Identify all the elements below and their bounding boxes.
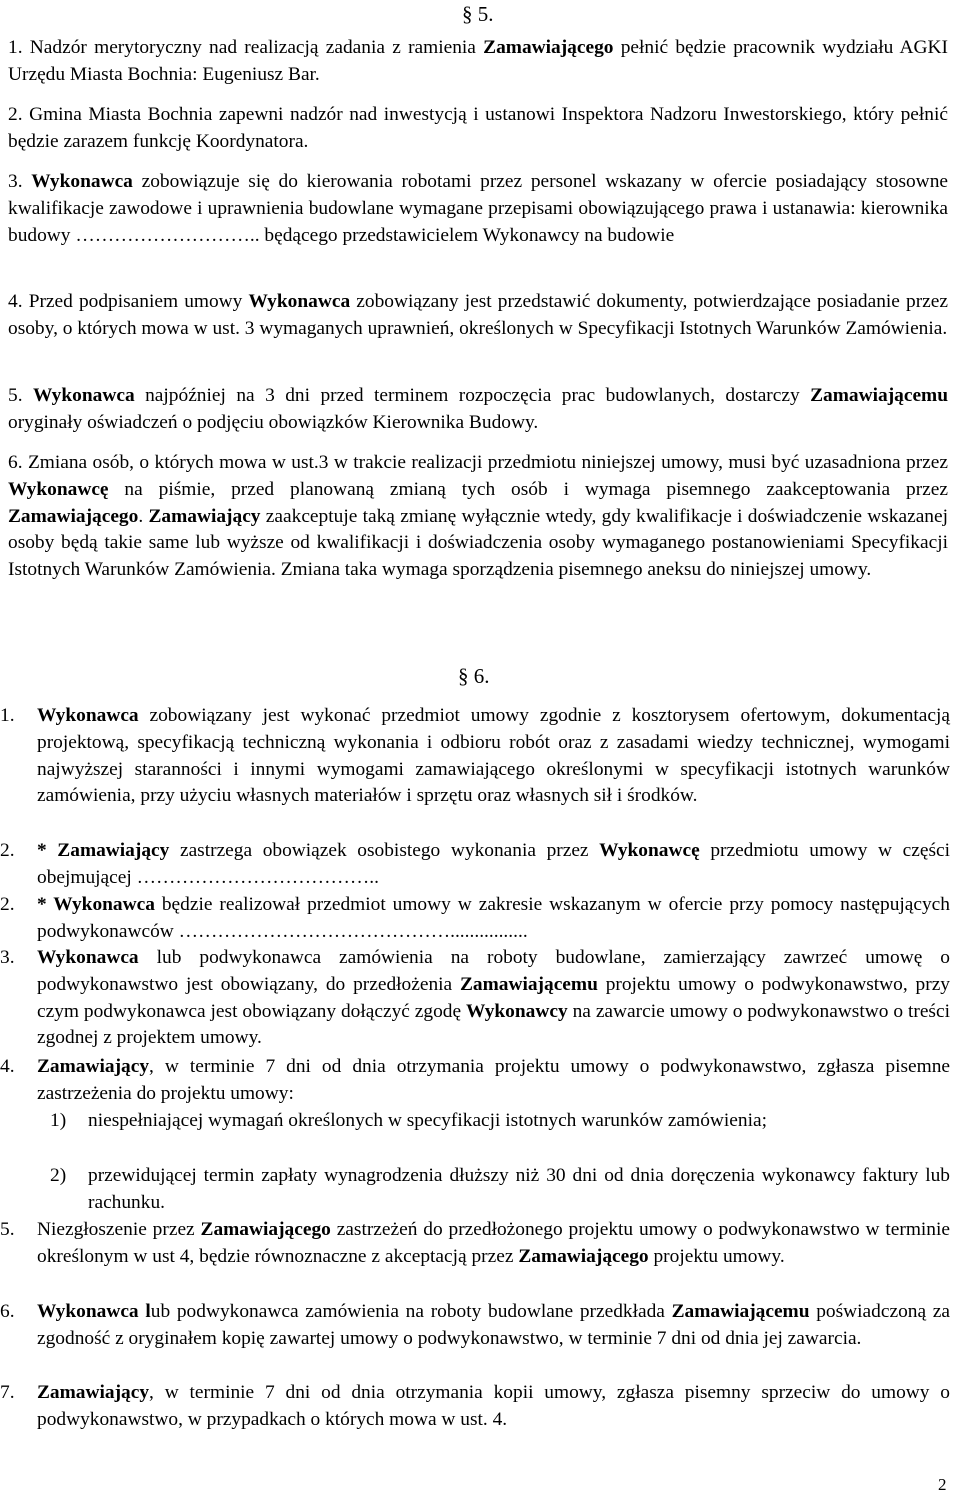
s6-item-4-sub-2: 2) przewidującej termin zapłaty wynagrodzenia dłuższy niż 30 dni od dnia doręczenia wykonawcy faktury lub rachunku.	[50, 1165, 950, 1213]
s5-item-3: 3. Wykonawca zobowiązuje się do kierowania robotami przez personel wskazany w ofercie posiadający stosowne kwalifikacje zawodowe i uprawnienia budowlane wymagane przepisami obowiązującego prawa i ustanawia: kierownika budowy ……………………….. będącego przedstawicielem Wykonawcy na budowie	[8, 171, 948, 246]
s5-item-1: 1. Nadzór merytoryczny nad realizacją zadania z ramienia Zamawiającego pełnić będzie pracownik wydziału AGKI Urzędu Miasta Bochnia: Eugeniusz Bar.	[8, 37, 948, 85]
s5-item-5: 5. Wykonawca najpóźniej na 3 dni przed terminem rozpoczęcia prac budowlanych, dostarczy Zamawiającemu oryginały oświadczeń o podjęciu obowiązków Kierownika Budowy.	[8, 385, 948, 433]
section-5-heading: § 5.	[462, 2, 494, 26]
s6-item-1: 1. Wykonawca zobowiązany jest wykonać przedmiot umowy zgodnie z kosztorysem ofertowym, dokumentacją projektową, specyfikacją techniczną wykonania i odbioru robót oraz z zasadami wiedzy technicznej, wymogami najwyższej staranności i innymi wymogami zamawiającego określonymi w specyfikacji istotnych warunków zamówienia, przy użyciu własnych materiałów i sprzętu oraz własnych sił i środków.	[0, 705, 950, 807]
s6-item-3: 3. Wykonawca lub podwykonawca zamówienia na roboty budowlane, zamierzający zawrzeć umowę o podwykonawstwo jest obowiązany, do przedłożenia Zamawiającemu projektu umowy o podwykonawstwo, przy czym podwykonawca jest obowiązany dołączyć zgodę Wykonawcy na zawarcie umowy o podwykonawstwo o treści zgodnej z projektem umowy.	[0, 947, 950, 1049]
s6-item-4-sub-1: 1) niespełniającej wymagań określonych w specyfikacji istotnych warunków zamówienia;	[50, 1110, 767, 1131]
s5-item-6: 6. Zmiana osób, o których mowa w ust.3 w trakcie realizacji przedmiotu niniejszej umowy, musi być uzasadniona przez Wykonawcę na piśmie, przed planowaną zmianą tych osób i wymaga pisemnego zaakceptowania przez Zamawiającego. Zamawiający zaakceptuje taką zmianę wyłącznie wtedy, gdy kwalifikacje i doświadczenie wskazanej osoby będą takie same lub wyższe od kwalifikacji i doświadczenia osoby wymaganego postanowieniami Specyfikacji Istotnych Warunków Zamówienia. Zmiana taka wymaga sporządzenia pisemnego aneksu do niniejszej umowy.	[8, 452, 948, 581]
s6-item-2a: 2. * Zamawiający zastrzega obowiązek osobistego wykonania przez Wykonawcę przedmiotu umowy w części obejmującej ………………………………..	[0, 840, 951, 888]
section-6-heading: § 6.	[458, 664, 490, 688]
s6-item-7: 7. Zamawiający, w terminie 7 dni od dnia otrzymania kopii umowy, zgłasza pisemny sprzeciw do umowy o podwykonawstwo, w przypadkach o których mowa w ust. 4.	[0, 1382, 950, 1430]
s6-item-5: 5. Niezgłoszenie przez Zamawiającego zastrzeżeń do przedłożonego projektu umowy o podwykonawstwo w terminie określonym w ust 4, będzie równoznaczne z akceptacją przez Zamawiającego projektu umowy.	[0, 1219, 950, 1267]
s5-item-4: 4. Przed podpisaniem umowy Wykonawca zobowiązany jest przedstawić dokumenty, potwierdzające posiadanie przez osoby, o których mowa w ust. 3 wymaganych uprawnień, określonych w Specyfikacji Istotnych Warunków Zamówienia.	[8, 291, 948, 339]
s6-item-2b: 2. * Wykonawca będzie realizował przedmiot umowy w zakresie wskazanym w ofercie przy pomocy następujących podwykonawców ……………………………………................	[0, 894, 950, 942]
s6-item-6: 6. Wykonawca lub podwykonawca zamówienia na roboty budowlane przedkłada Zamawiającemu poświadczoną za zgodność z oryginałem kopię zawartej umowy o podwykonawstwo, w terminie 7 dni od dnia jej zawarcia.	[0, 1301, 950, 1349]
page-number: 2	[938, 1475, 947, 1494]
s5-item-2: 2. Gmina Miasta Bochnia zapewni nadzór nad inwestycją i ustanowi Inspektora Nadzoru Inwestorskiego, który pełnić będzie zarazem funkcję Koordynatora.	[8, 104, 948, 152]
s6-item-4: 4. Zamawiający, w terminie 7 dni od dnia otrzymania projektu umowy o podwykonawstwo, zgłasza pisemne zastrzeżenia do projektu umowy:	[0, 1056, 950, 1104]
